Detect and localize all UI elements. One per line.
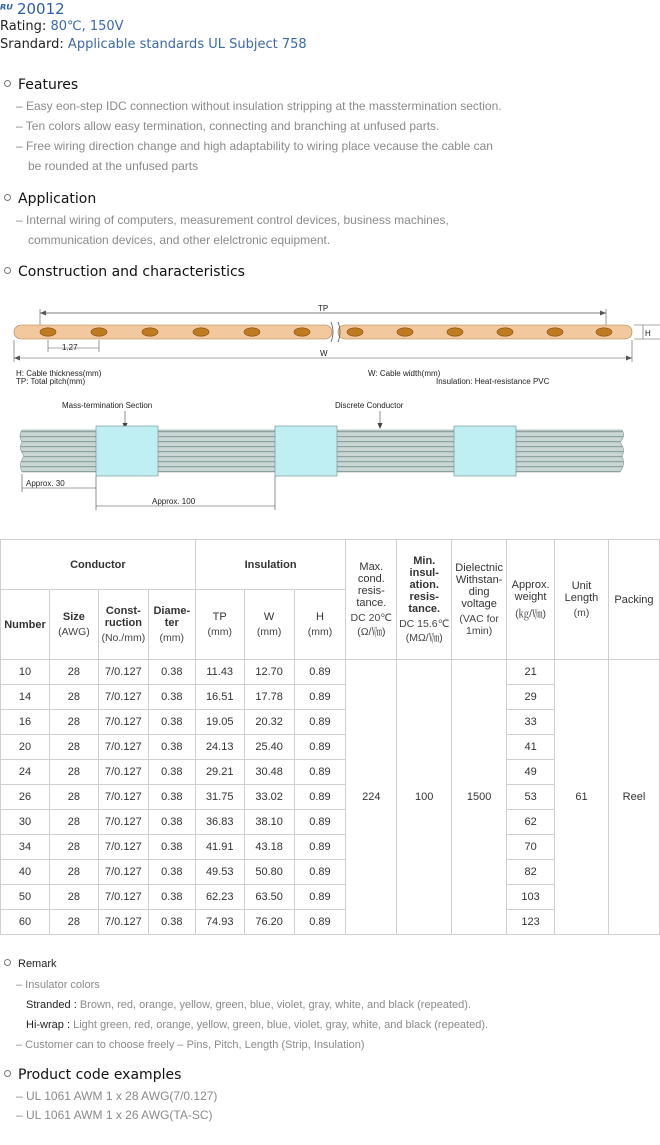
mass-section xyxy=(275,426,337,476)
product-item: – UL 1061 AWM 1 x 26 AWG(TA-SC) xyxy=(16,1108,213,1122)
table-cell: 123 xyxy=(507,910,555,935)
table-cell: 62 xyxy=(507,810,555,835)
table-cell: 0.38 xyxy=(148,910,195,935)
table-cell: 24.13 xyxy=(195,735,244,760)
table-cell: 16.51 xyxy=(195,685,244,710)
features-item: – Ten colors allow easy termination, connecting and branching at unfused parts. xyxy=(16,119,440,133)
table-cell: 28 xyxy=(49,835,98,860)
table-cell: 0.89 xyxy=(294,785,346,810)
table-cell: 28 xyxy=(49,685,98,710)
table-cell: 7/0.127 xyxy=(98,685,148,710)
bullet-icon xyxy=(4,267,11,274)
spec-table xyxy=(0,539,660,935)
table-cell: 19.05 xyxy=(195,710,244,735)
min-insulation-title: Min. insul-ation. resis-tance. xyxy=(408,554,441,615)
table-cell: 50.80 xyxy=(244,860,294,885)
table-cell: 29.21 xyxy=(195,760,244,785)
table-cell: 20.32 xyxy=(244,710,294,735)
stranded-text: Brown, red, orange, yellow, green, blue, violet, gray, white, and black (repeated). xyxy=(79,999,471,1011)
h-title: H xyxy=(315,611,324,623)
ribbon-cable xyxy=(20,426,624,476)
tp-label: TP xyxy=(318,304,329,313)
size-title: Size xyxy=(62,611,85,623)
features-title: Features xyxy=(18,77,79,93)
merged-cell-packing: Reel xyxy=(608,660,659,935)
diameter-header xyxy=(148,590,195,660)
cable-termination-diagram xyxy=(0,396,660,514)
remark-title-row xyxy=(4,958,57,970)
pitch-label: 1.27 xyxy=(62,343,78,352)
size-header xyxy=(49,590,98,660)
h-header xyxy=(294,590,346,660)
table-cell: 30.48 xyxy=(244,760,294,785)
features-title-row xyxy=(4,77,78,93)
table-cell: 29 xyxy=(507,685,555,710)
unit-length-unit: (m) xyxy=(573,607,590,619)
standard-value: Applicable standards UL Subject 758 xyxy=(67,37,307,52)
table-cell: 0.38 xyxy=(148,685,195,710)
table-cell: 0.38 xyxy=(148,735,195,760)
mass-section xyxy=(454,426,516,476)
w-unit: (mm) xyxy=(256,626,282,638)
table-cell: 36.83 xyxy=(195,810,244,835)
approx-100-label: Approx. 100 xyxy=(152,497,196,506)
hiwrap-text: Light green, red, orange, yellow, green, blue, violet, gray, white, and black (repeated). xyxy=(73,1019,489,1031)
application-title: Application xyxy=(18,191,97,207)
table-cell: 7/0.127 xyxy=(98,835,148,860)
features-item: – Easy eon-step IDC connection without insulation stripping at the masstermination section. xyxy=(16,99,502,113)
spec-table-body xyxy=(1,660,660,935)
table-cell: 0.38 xyxy=(148,835,195,860)
merged-cell-diel: 1500 xyxy=(452,660,507,935)
table-cell: 28 xyxy=(49,710,98,735)
table-cell: 7/0.127 xyxy=(98,910,148,935)
table-cell: 60 xyxy=(1,910,50,935)
table-cell: 28 xyxy=(49,785,98,810)
legend-tp: TP: Total pitch(mm) xyxy=(16,377,86,386)
table-cell: 24 xyxy=(1,760,50,785)
construction-title: Construction and characteristics xyxy=(18,264,245,280)
dielectric-title: Dielectnic Withstan-ding voltage xyxy=(455,562,503,610)
merged-cell-maxres: 224 xyxy=(346,660,397,935)
w-header xyxy=(244,590,294,660)
table-cell: 74.93 xyxy=(195,910,244,935)
table-cell: 76.20 xyxy=(244,910,294,935)
table-cell: 7/0.127 xyxy=(98,760,148,785)
construction-header xyxy=(98,590,148,660)
application-title-row xyxy=(4,191,96,207)
max-resistance-header xyxy=(346,540,397,660)
remark-title: Remark xyxy=(18,958,57,970)
unit-length-header xyxy=(555,540,609,660)
table-cell: 0.38 xyxy=(148,760,195,785)
tp-title: TP xyxy=(212,611,227,623)
table-cell: 0.89 xyxy=(294,860,346,885)
hiwrap-label: Hi-wrap : xyxy=(26,1019,71,1031)
table-cell: 0.38 xyxy=(148,885,195,910)
min-insulation-header xyxy=(397,540,452,660)
construction-unit: (No./mm) xyxy=(101,632,146,644)
approx-30-label: Approx. 30 xyxy=(26,479,65,488)
unit-length-title: Unit Length xyxy=(564,580,599,604)
dielectric-unit: (VAC for 1min) xyxy=(459,613,499,637)
weight-header xyxy=(507,540,555,660)
bullet-icon xyxy=(4,1070,11,1077)
table-cell: 49.53 xyxy=(195,860,244,885)
table-cell: 14 xyxy=(1,685,50,710)
table-cell: 0.89 xyxy=(294,885,346,910)
table-cell: 43.18 xyxy=(244,835,294,860)
table-cell: 20 xyxy=(1,735,50,760)
table-cell: 0.89 xyxy=(294,710,346,735)
insulation-header: Insulation xyxy=(195,540,346,590)
stranded-label: Stranded : xyxy=(26,999,77,1011)
weight-title: Approx. weight xyxy=(511,578,550,603)
table-cell: 28 xyxy=(49,810,98,835)
table-cell: 40 xyxy=(1,860,50,885)
table-cell: 7/0.127 xyxy=(98,660,148,685)
bullet-icon xyxy=(4,80,11,87)
w-label: W xyxy=(320,349,328,358)
table-cell: 0.89 xyxy=(294,735,346,760)
size-unit: (AWG) xyxy=(58,626,90,638)
table-cell: 0.89 xyxy=(294,835,346,860)
conductor-header: Conductor xyxy=(1,540,196,590)
legend-h: H: Cable thickness(mm) xyxy=(16,369,102,378)
table-cell: 70 xyxy=(507,835,555,860)
table-cell: 34 xyxy=(1,835,50,860)
table-cell: 7/0.127 xyxy=(98,810,148,835)
product-item: – UL 1061 AWM 1 x 28 AWG(7/0.127) xyxy=(16,1089,218,1103)
features-item: be rounded at the unfused parts xyxy=(28,159,199,173)
merged-cell-unitlen: 61 xyxy=(555,660,609,935)
cable-cross-section-diagram xyxy=(0,300,660,388)
table-cell: 0.38 xyxy=(148,660,195,685)
table-cell: 28 xyxy=(49,860,98,885)
table-cell: 53 xyxy=(507,785,555,810)
table-cell: 28 xyxy=(49,660,98,685)
bullet-icon xyxy=(4,959,11,966)
table-cell: 26 xyxy=(1,785,50,810)
table-cell: 28 xyxy=(49,910,98,935)
remark-stranded-line xyxy=(26,999,471,1011)
table-cell: 50 xyxy=(1,885,50,910)
tp-unit: (mm) xyxy=(207,626,232,638)
max-resistance-unit: DC 20℃ (Ω/㏞) xyxy=(350,611,393,638)
tp-header xyxy=(195,590,244,660)
discrete-conductor-label: Discrete Conductor xyxy=(335,401,404,410)
model-number: 20012 xyxy=(16,0,65,18)
table-cell: 31.75 xyxy=(195,785,244,810)
remark-line: – Insulator colors xyxy=(16,979,100,991)
table-cell: 63.50 xyxy=(244,885,294,910)
number-header: Number xyxy=(1,590,50,660)
table-cell: 21 xyxy=(507,660,555,685)
table-cell: 28 xyxy=(49,760,98,785)
table-cell: 62.23 xyxy=(195,885,244,910)
w-title: W xyxy=(263,611,275,623)
max-resistance-title: Max. cond. resis-tance. xyxy=(356,560,387,609)
table-cell: 7/0.127 xyxy=(98,860,148,885)
mass-section xyxy=(96,426,158,476)
table-cell: 33 xyxy=(507,710,555,735)
legend-w: W: Cable width(mm) xyxy=(368,369,441,378)
table-cell: 49 xyxy=(507,760,555,785)
table-cell: 25.40 xyxy=(244,735,294,760)
table-cell: 10 xyxy=(1,660,50,685)
table-cell: 30 xyxy=(1,810,50,835)
table-cell: 28 xyxy=(49,885,98,910)
product-title: Product code examples xyxy=(18,1067,182,1083)
table-cell: 33.02 xyxy=(244,785,294,810)
table-cell: 0.38 xyxy=(148,860,195,885)
table-cell: 0.89 xyxy=(294,685,346,710)
ul-logo-icon: ᴿᵁ xyxy=(0,3,13,18)
table-cell: 7/0.127 xyxy=(98,710,148,735)
packing-header: Packing xyxy=(608,540,659,660)
min-insulation-unit: DC 15.6℃ (MΩ/㏞) xyxy=(399,617,450,644)
model-line xyxy=(0,0,660,18)
table-cell: 0.89 xyxy=(294,810,346,835)
table-cell: 7/0.127 xyxy=(98,785,148,810)
table-cell: 28 xyxy=(49,735,98,760)
bullet-icon xyxy=(4,194,11,201)
table-cell: 11.43 xyxy=(195,660,244,685)
table-cell: 16 xyxy=(1,710,50,735)
diameter-title: Diame-ter xyxy=(153,605,191,629)
table-cell: 0.89 xyxy=(294,660,346,685)
table-cell: 38.10 xyxy=(244,810,294,835)
table-cell: 7/0.127 xyxy=(98,735,148,760)
table-cell: 0.38 xyxy=(148,785,195,810)
rating-label: Rating: xyxy=(0,19,47,34)
rating-line xyxy=(0,18,660,36)
product-title-row xyxy=(4,1067,181,1083)
construction-col-title: Const-ruction xyxy=(104,605,142,629)
weight-unit: (㎏/㏞) xyxy=(515,607,547,620)
table-row xyxy=(1,660,660,685)
remark-line: – Customer can to choose freely – Pins, Pitch, Length (Strip, Insulation) xyxy=(16,1039,365,1051)
table-cell: 41.91 xyxy=(195,835,244,860)
table-cell: 41 xyxy=(507,735,555,760)
standard-line xyxy=(0,36,660,54)
table-cell: 7/0.127 xyxy=(98,885,148,910)
application-item: communication devices, and other elelctronic equipment. xyxy=(28,233,331,247)
table-cell: 0.89 xyxy=(294,760,346,785)
merged-cell-minins: 100 xyxy=(397,660,452,935)
header xyxy=(0,0,660,54)
features-item: – Free wiring direction change and high adaptability to wiring place vecause the cable can xyxy=(16,139,493,153)
rating-value: 80℃, 150V xyxy=(50,19,124,34)
remark-hiwrap-line xyxy=(26,1019,488,1031)
application-item: – Internal wiring of computers, measurement control devices, business machines, xyxy=(16,213,449,227)
table-cell: 103 xyxy=(507,885,555,910)
h-unit: (mm) xyxy=(307,626,333,638)
table-cell: 0.38 xyxy=(148,710,195,735)
diameter-unit: (mm) xyxy=(159,632,185,644)
h-label: H xyxy=(645,329,651,338)
dielectric-header xyxy=(452,540,507,660)
table-cell: 0.38 xyxy=(148,810,195,835)
table-cell: 17.78 xyxy=(244,685,294,710)
standard-label: Srandard: xyxy=(0,37,64,52)
legend-insulation: Insulation: Heat-resistance PVC xyxy=(436,377,550,386)
table-cell: 82 xyxy=(507,860,555,885)
table-cell: 12.70 xyxy=(244,660,294,685)
table-cell: 0.89 xyxy=(294,910,346,935)
construction-title-row xyxy=(4,264,245,280)
mass-termination-label: Mass-termination Section xyxy=(62,401,153,410)
